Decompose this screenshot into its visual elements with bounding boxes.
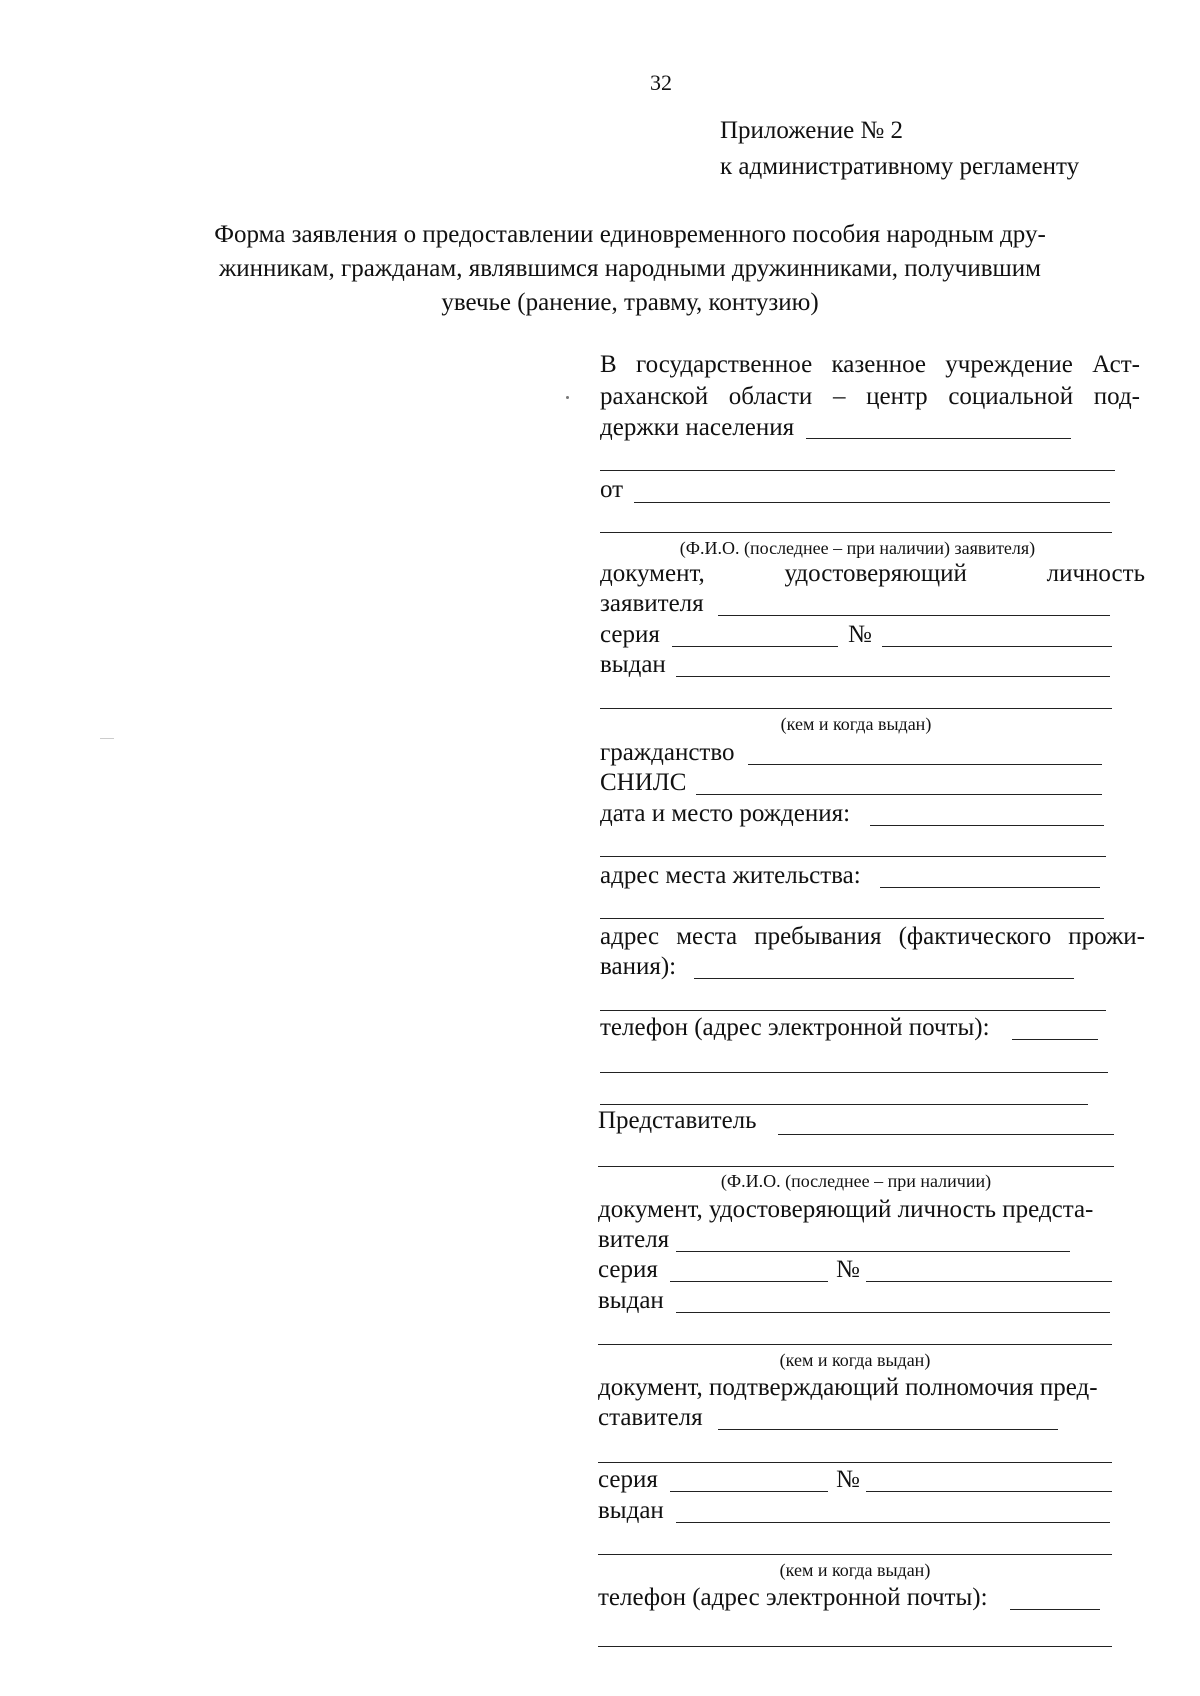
representative-name-field-2[interactable] — [598, 1166, 1114, 1167]
citizenship-label: гражданство — [600, 739, 735, 766]
applicant-number-field[interactable] — [882, 646, 1112, 647]
stay-label: адрес места пребывания (фактического прожи- — [600, 923, 1145, 950]
applicant-issued-field-2[interactable] — [600, 708, 1112, 709]
representative-issued-label: выдан — [598, 1287, 664, 1314]
applicant-series-field[interactable] — [672, 646, 838, 647]
applicant-phone-field-3[interactable] — [600, 1104, 1088, 1105]
applicant-number-label: № — [848, 621, 872, 648]
appendix-reference: к административному регламенту — [720, 153, 1080, 180]
birth-field-2[interactable] — [600, 856, 1106, 857]
representative-issued-field[interactable] — [676, 1312, 1110, 1313]
form-title-line-3: увечье (ранение, травму, контузию) — [441, 289, 819, 316]
residence-field-2[interactable] — [600, 918, 1104, 919]
snils-field[interactable] — [696, 794, 1102, 795]
authority-doc-field[interactable] — [718, 1429, 1058, 1430]
authority-series-field[interactable] — [670, 1491, 828, 1492]
recipient-line-2: раханской области – центр социальной под- — [600, 383, 1140, 410]
applicant-id-doc-label-2: заявителя — [600, 590, 704, 617]
applicant-series-label: серия — [600, 621, 660, 648]
representative-name-field[interactable] — [778, 1134, 1114, 1135]
form-title-line-2: жинникам, гражданам, являвшимся народными дружинниками, получившим — [219, 255, 1041, 282]
authority-number-label: № — [836, 1466, 860, 1493]
recipient-blank-2[interactable] — [600, 470, 1115, 471]
applicant-issued-label: выдан — [600, 651, 666, 678]
authority-number-field[interactable] — [866, 1491, 1112, 1492]
applicant-issued-caption: (кем и когда выдан) — [780, 714, 932, 734]
scan-speck — [566, 396, 569, 399]
authority-doc-label-2: ставителя — [598, 1404, 703, 1431]
form-title-line-1: Форма заявления о предоставлении единовременного пособия народным дру- — [214, 221, 1046, 248]
authority-series-label: серия — [598, 1466, 658, 1493]
authority-issued-field[interactable] — [676, 1522, 1110, 1523]
representative-series-label: серия — [598, 1256, 658, 1283]
applicant-issued-field[interactable] — [676, 676, 1110, 677]
stay-field[interactable] — [694, 978, 1074, 979]
representative-issued-field-2[interactable] — [598, 1344, 1112, 1345]
applicant-id-doc-label: документ, удостоверяющий личность — [600, 560, 1145, 587]
stay-field-2[interactable] — [600, 1010, 1106, 1011]
representative-number-field[interactable] — [866, 1281, 1112, 1282]
representative-issued-caption: (кем и когда выдан) — [779, 1350, 931, 1370]
representative-series-field[interactable] — [670, 1281, 828, 1282]
snils-label: СНИЛС — [600, 769, 687, 796]
citizenship-field[interactable] — [748, 764, 1102, 765]
representative-id-doc-label: документ, удостоверяющий личность предста- — [598, 1196, 1094, 1223]
applicant-id-doc-field[interactable] — [718, 615, 1110, 616]
from-label: от — [600, 476, 624, 503]
appendix-number: Приложение № 2 — [720, 117, 904, 144]
representative-phone-label: телефон (адрес электронной почты): — [598, 1584, 988, 1611]
representative-phone-field[interactable] — [1010, 1609, 1100, 1610]
applicant-name-field-2[interactable] — [600, 532, 1112, 533]
authority-issued-caption: (кем и когда выдан) — [779, 1560, 931, 1580]
representative-id-doc-field[interactable] — [676, 1251, 1070, 1252]
birth-label: дата и место рождения: — [600, 800, 851, 827]
applicant-phone-field[interactable] — [1012, 1039, 1098, 1040]
applicant-phone-label: телефон (адрес электронной почты): — [600, 1014, 990, 1041]
applicant-phone-field-2[interactable] — [600, 1072, 1108, 1073]
authority-doc-label: документ, подтверждающий полномочия пред- — [598, 1374, 1098, 1401]
representative-fio-caption: (Ф.И.О. (последнее – при наличии) — [720, 1171, 992, 1191]
representative-phone-field-2[interactable] — [598, 1646, 1112, 1647]
authority-doc-field-2[interactable] — [598, 1462, 1112, 1463]
residence-label: адрес места жительства: — [600, 862, 861, 889]
recipient-line-1: В государственное казенное учреждение Аст- — [600, 351, 1140, 378]
representative-label: Представитель — [598, 1107, 757, 1134]
scan-mark — [100, 738, 114, 739]
representative-number-label: № — [836, 1256, 860, 1283]
recipient-line-3: держки населения — [600, 414, 795, 441]
applicant-fio-caption: (Ф.И.О. (последнее – при наличии) заявителя) — [679, 538, 1036, 558]
page-number: 32 — [650, 70, 672, 95]
form-title — [150, 218, 1110, 320]
recipient-blank[interactable] — [806, 438, 1071, 439]
applicant-name-field[interactable] — [634, 502, 1110, 503]
representative-id-doc-label-2: вителя — [598, 1226, 670, 1253]
stay-label-2: вания): — [600, 953, 677, 980]
authority-issued-label: выдан — [598, 1497, 664, 1524]
authority-issued-field-2[interactable] — [598, 1554, 1112, 1555]
residence-field[interactable] — [880, 887, 1100, 888]
birth-field[interactable] — [870, 825, 1104, 826]
